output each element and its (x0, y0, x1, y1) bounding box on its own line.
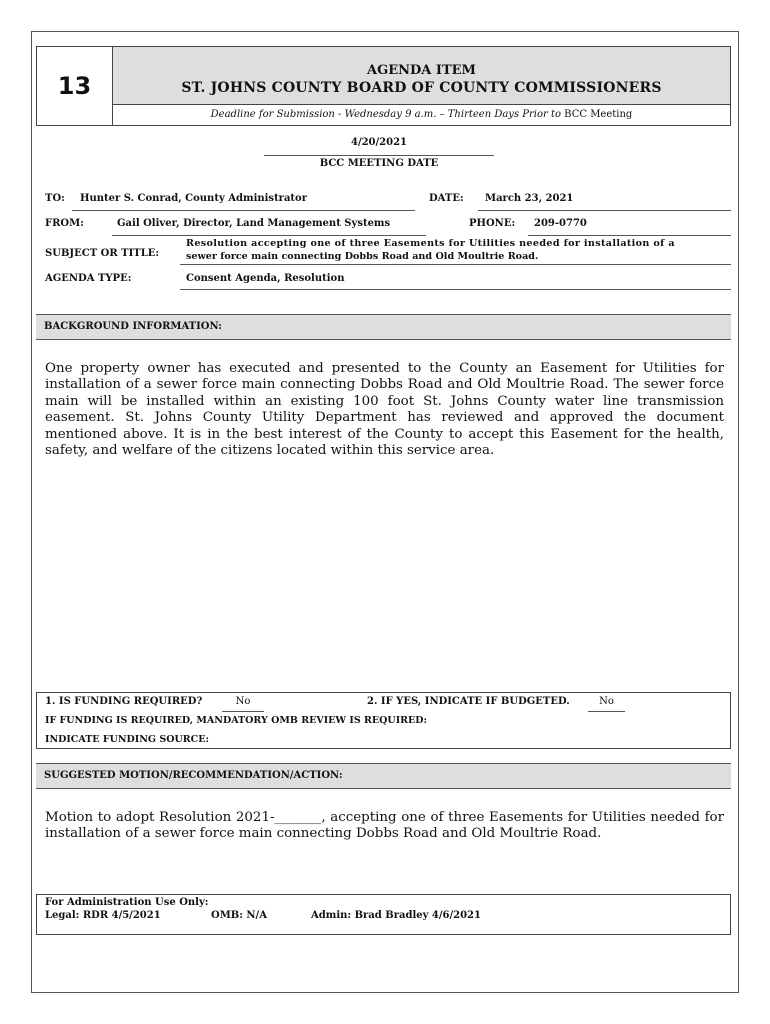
background-text: One property owner has executed and presented to the County an Easement for Utilities for installation of a sewer force main connecting Dobbs Road and Old Moultrie Road. The sewer force main will be installed within an existing 100 foot St. Johns County water line transmission easement. St. Johns County Utility Department has reviewed and approved the document mentioned above. It is in the best interest of the County to accept this Easement for the health, safety, and welfare of the citizens located within this service area. (45, 361, 724, 459)
funding-q1-underline (222, 711, 264, 712)
motion-text: Motion to adopt Resolution 2021-_______, accepting one of three Easements for Utilities needed for installation of a sewer force main connecting Dobbs Road and Old Moultrie Road. (45, 810, 724, 842)
admin-omb: OMB: N/A (211, 910, 267, 921)
agenda-type-label: AGENDA TYPE: (45, 273, 132, 284)
to-label: TO: (45, 193, 65, 204)
from-value: Gail Oliver, Director, Land Management Systems (117, 218, 391, 229)
funding-q2-label: 2. IF YES, INDICATE IF BUDGETED. (367, 696, 570, 707)
to-underline (72, 210, 415, 211)
agenda-type-underline (180, 289, 731, 290)
funding-q1-label: 1. IS FUNDING REQUIRED? (45, 696, 203, 707)
date-underline (478, 210, 731, 211)
subject-label: SUBJECT OR TITLE: (45, 248, 160, 259)
agenda-item-number: 13 (37, 47, 113, 125)
funding-q2-underline (588, 711, 625, 712)
admin-legal: Legal: RDR 4/5/2021 (45, 910, 161, 921)
agenda-type-value: Consent Agenda, Resolution (186, 273, 345, 284)
agenda-header (36, 46, 731, 126)
title-line2: ST. JOHNS COUNTY BOARD OF COUNTY COMMISSIONERS (181, 80, 662, 96)
subject-line2: sewer force main connecting Dobbs Road and Old Moultrie Road. (186, 251, 539, 262)
from-label: FROM: (45, 218, 84, 229)
page-border (31, 31, 739, 993)
to-value: Hunter S. Conrad, County Administrator (80, 193, 307, 204)
date-value: March 23, 2021 (485, 193, 574, 204)
title-line1: AGENDA ITEM (367, 63, 476, 78)
agenda-title (113, 47, 730, 105)
phone-value: 209-0770 (534, 218, 587, 229)
funding-source-label: INDICATE FUNDING SOURCE: (45, 734, 209, 745)
subject-underline (180, 264, 731, 265)
funding-omb-label: IF FUNDING IS REQUIRED, MANDATORY OMB REVIEW IS REQUIRED: (45, 715, 428, 726)
deadline-note (113, 104, 730, 125)
phone-label: PHONE: (469, 218, 516, 229)
deadline-italic: Deadline for Submission - Wednesday 9 a.m. – Thirteen Days Prior to (210, 109, 561, 120)
meeting-date: 4/20/2021 (350, 137, 407, 148)
meeting-date-label: BCC MEETING DATE (319, 158, 439, 169)
funding-q1-value: No (235, 696, 251, 707)
phone-underline (528, 235, 731, 236)
admin-heading: For Administration Use Only: (45, 897, 209, 908)
motion-heading: SUGGESTED MOTION/RECOMMENDATION/ACTION: (36, 763, 731, 789)
from-underline (112, 235, 426, 236)
funding-q2-value: No (599, 696, 614, 707)
background-heading: BACKGROUND INFORMATION: (36, 314, 731, 340)
deadline-plain: BCC Meeting (561, 109, 633, 120)
admin-admin: Admin: Brad Bradley 4/6/2021 (311, 910, 481, 921)
subject-line1: Resolution accepting one of three Easements for Utilities needed for installation of a (186, 238, 675, 249)
meeting-date-underline (264, 155, 494, 156)
date-label: DATE: (429, 193, 464, 204)
